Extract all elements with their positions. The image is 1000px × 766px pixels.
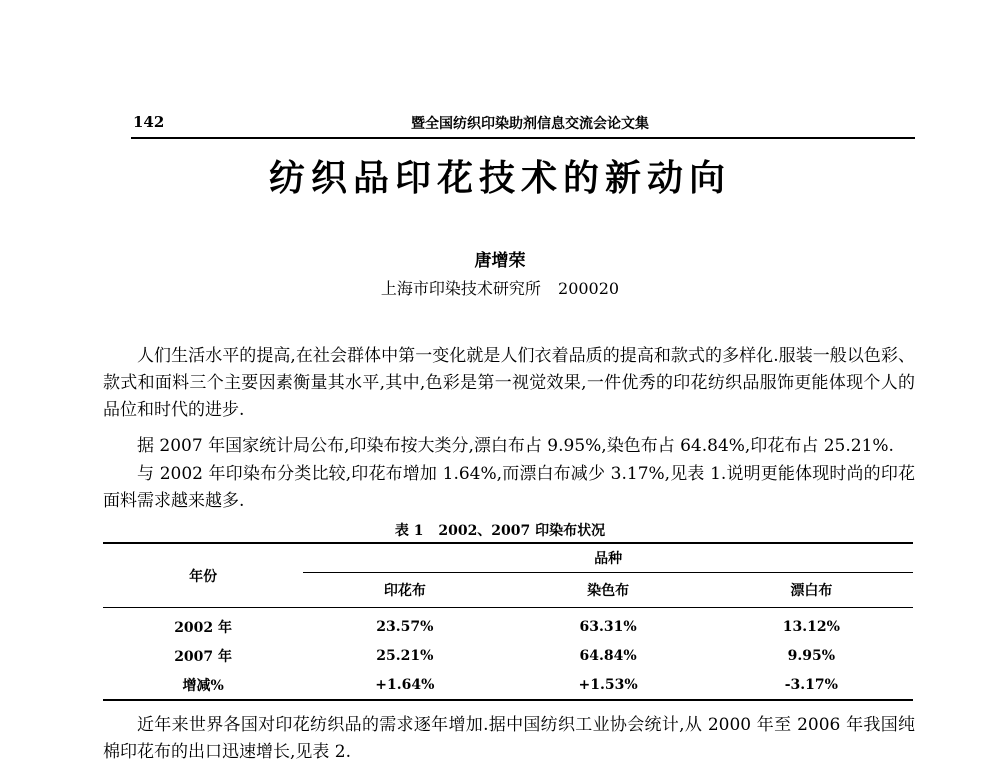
table-cell: 13.12%	[782, 618, 840, 635]
table-row-label: 增减%	[103, 670, 303, 700]
table-caption-title: 2002、2007 印染布状况	[438, 523, 606, 539]
table-row-label: 2007 年	[174, 648, 233, 665]
running-header: 暨全国纺织印染助剂信息交流会论文集	[411, 116, 649, 132]
table-cell: 25.21%	[376, 647, 434, 664]
table-header-bleached: 漂白布	[710, 573, 913, 608]
table-row-label: 2002 年	[174, 619, 233, 636]
table-row	[103, 608, 913, 642]
table-cell: 63.31%	[579, 618, 637, 635]
table-cell: -3.17%	[710, 670, 913, 700]
table-cell: +1.64%	[303, 670, 506, 700]
table-header-printed: 印花布	[303, 573, 506, 608]
author-affiliation	[0, 276, 1000, 299]
table-row	[103, 641, 913, 670]
table-cell: 23.57%	[376, 618, 434, 635]
affiliation-name: 上海市印染技术研究所	[380, 279, 541, 298]
paragraph-3: 与 2002 年印染布分类比较,印花布增加 1.64%,而漂白布减少 3.17%,见表 1.说明更能体现时尚的印花面料需求越来越多.	[103, 464, 915, 511]
paragraph-2: 据 2007 年国家统计局公布,印染布按大类分,漂白布占 9.95%,染色布占 64.84%,印花布占 25.21%.	[137, 436, 894, 456]
header-rule	[131, 137, 915, 139]
table-header-year: 年份	[103, 543, 303, 608]
table-caption-number: 表 1	[394, 523, 424, 539]
table-row	[103, 670, 913, 700]
table-cell: 9.95%	[787, 647, 836, 664]
table-cell: +1.53%	[506, 670, 709, 700]
table-cell: 64.84%	[579, 647, 637, 664]
affiliation-postcode: 200020	[558, 279, 620, 298]
table-caption	[0, 520, 1000, 540]
paragraph-1: 人们生活水平的提高,在社会群体中第一变化就是人们衣着品质的提高和款式的多样化.服装一般以色彩、款式和面料三个主要因素衡量其水平,其中,色彩是第一视觉效果,一件优秀的印花纺织品服饰更能体现个人的品位和时代的进步.	[103, 346, 915, 420]
author-name: 唐增荣	[474, 251, 526, 271]
paragraph-4: 近年来世界各国对印花纺织品的需求逐年增加.据中国纺织工业协会统计,从 2000 年至 2006 年我国纯棉印花布的出口迅速增长,见表 2.	[103, 715, 915, 762]
table-header-category: 品种	[303, 543, 913, 573]
table-header-dyed: 染色布	[506, 573, 709, 608]
printing-cloth-table	[103, 542, 913, 701]
page-number: 142	[133, 113, 165, 131]
article-title: 纺织品印花技术的新动向	[268, 157, 731, 199]
